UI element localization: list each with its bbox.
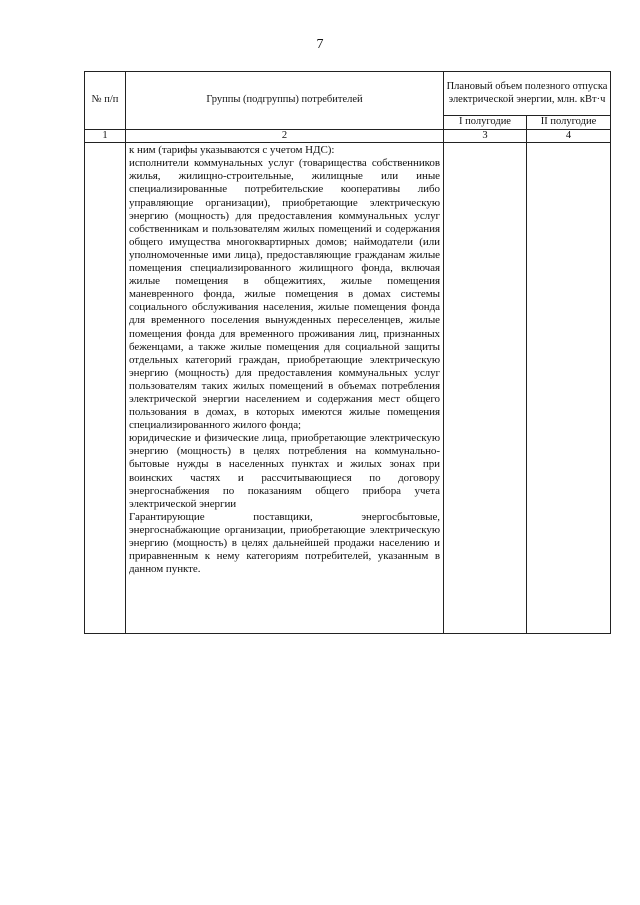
header-groups: Группы (подгруппы) потребителей <box>126 72 444 130</box>
half2-value-cell <box>527 143 611 634</box>
column-number: 2 <box>126 129 444 143</box>
half1-value-cell <box>444 143 527 634</box>
column-number-row <box>85 129 611 143</box>
column-number: 4 <box>527 129 611 143</box>
paragraph-intro: к ним (тарифы указываются с учетом НДС): <box>129 144 335 157</box>
row-number-cell <box>85 143 126 634</box>
page-number: 7 <box>316 37 324 52</box>
header-number: № п/п <box>85 72 126 130</box>
table-header-row <box>85 72 611 116</box>
consumer-groups-cell <box>126 143 444 634</box>
table-row <box>85 143 611 634</box>
header-volume: Плановый объем полезного отпуска электрической энергии, млн. кВт·ч <box>444 72 611 116</box>
paragraph-suppliers: Гарантирующие поставщики, энергосбытовые, энергоснабжающие организации, приобретающие электрическую энергию (мощность) в целях дальнейшей продажи населению и приравненным к нему категориям потребителей, указанным в данном пункте. <box>129 510 440 576</box>
column-number: 1 <box>85 129 126 143</box>
paragraph-utility-providers: исполнители коммунальных услуг (товарищества собственников жилья, жилищно-строительные, жилищные или иные специализированные потребительские кооперативы либо управляющие организации), приобретающие электрическую энергию (мощность) для предоставления коммунальных услуг собственникам и пользователям жилых помещений и содержания общего имущества многоквартирных домов; наймодатели (или уполномоченные ими лица), предоставляющие гражданам жилые помещения специализированного жилищного фонда, включая жилые помещения в общежитиях, жилые помещения маневренного фонда, жилые помещения в домах системы социального обслуживания населения, жилые помещения фонда для временного поселения вынужденных переселенцев, жилые помещения фонда для временного проживания лиц, признанных беженцами, а также жилые помещения для социальной защиты отдельных категорий граждан, приобретающие электрическую энергию (мощность) для предоставления коммунальных услуг пользователям таких жилых помещений в объемах потребления электрической энергии населением и содержания мест общего пользования в домах, в которых имеются жилые помещения специализированного жилого фонда; <box>129 157 440 432</box>
header-half1: I полугодие <box>444 116 527 130</box>
column-number: 3 <box>444 129 527 143</box>
paragraph-legal-entities: юридические и физические лица, приобретающие электрическую энергию (мощность) в целях потребления на коммунально-бытовые нужды в населенных пунктах и жилых зонах при воинских частях и рассчитывающиеся по договору энергоснабжения по показаниям общего прибора учета электрической энергии <box>129 432 440 510</box>
header-half2: II полугодие <box>527 116 611 130</box>
consumer-groups-table <box>84 71 611 634</box>
